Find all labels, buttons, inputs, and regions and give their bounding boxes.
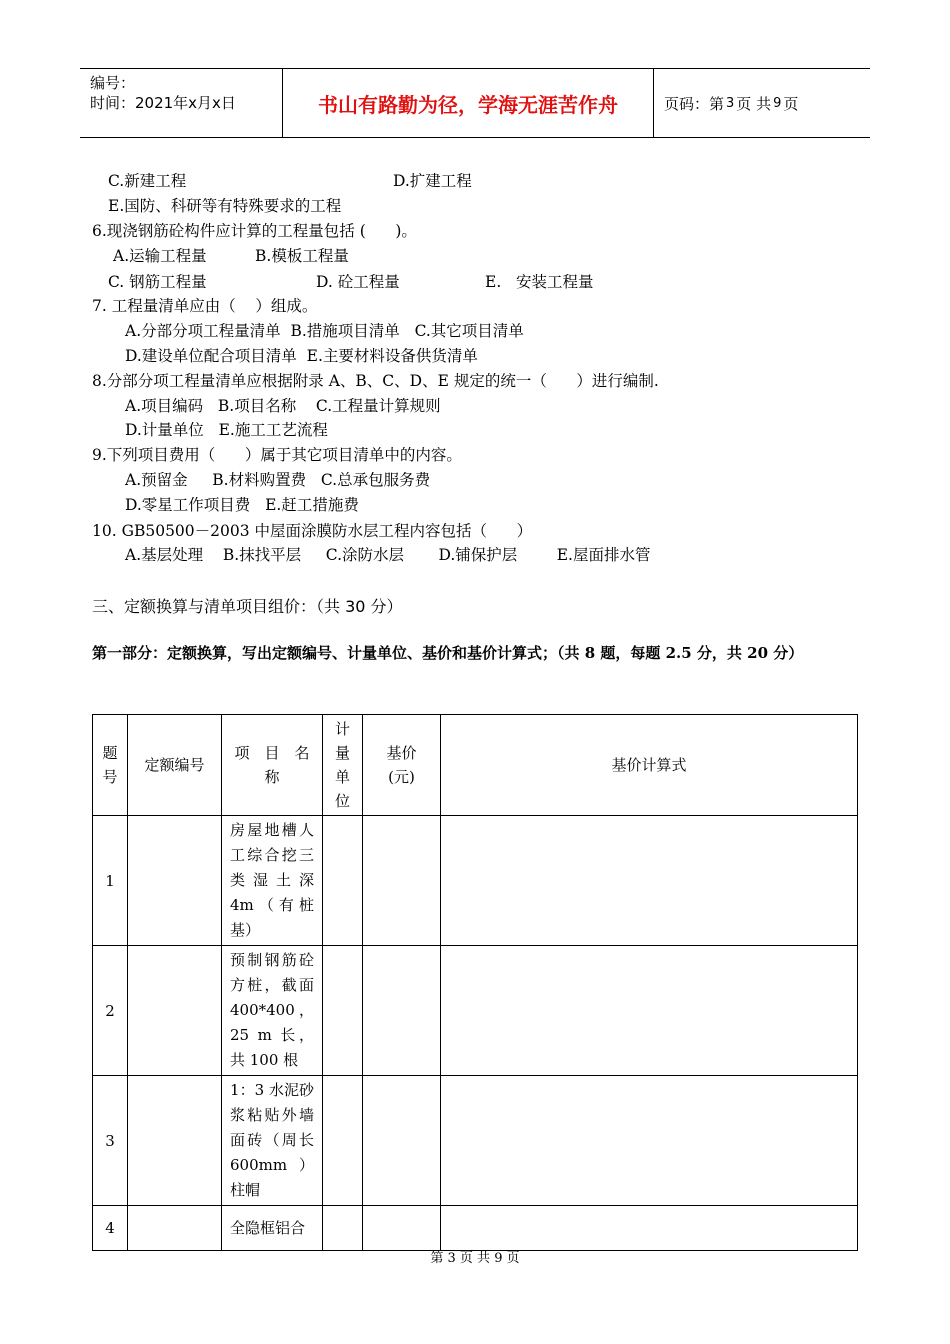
header-page-info: [654, 69, 870, 137]
price-cell[interactable]: [363, 1206, 441, 1251]
item-name: 房屋地槽人工综合挖三类湿土深 4m（有桩基）: [222, 816, 323, 946]
table-row: [93, 816, 858, 946]
page-number: 3: [726, 95, 735, 111]
item-name: 1：3 水泥砂浆粘贴外墙面砖（周长 600mm）柱帽: [222, 1076, 323, 1206]
code-cell[interactable]: [128, 1206, 222, 1251]
quota-table: [92, 714, 858, 1251]
question-line: 7. 工程量清单应由（ ）组成。: [92, 297, 318, 315]
col-header-price: 基价 (元): [363, 715, 441, 816]
col-header-formula: 基价计算式: [441, 715, 858, 816]
option-line: B.模板工程量: [255, 247, 349, 265]
formula-cell[interactable]: [441, 1076, 858, 1206]
part-title: 第一部分：定额换算，写出定额编号、计量单位、基价和基价计算式；（共 8 题，每题 2.5 分，共 20 分）: [92, 644, 804, 662]
option-line: A.预留金 B.材料购置费 C.总承包服务费: [125, 471, 431, 489]
item-name: 预制钢筋砼方桩，截面 400*400，25 m 长，共 100 根: [222, 946, 323, 1076]
section-title: 三、定额换算与清单项目组价：（共 30 分）: [92, 597, 403, 616]
option-line: A.运输工程量: [113, 247, 207, 265]
question-line: 8.分部分项工程量清单应根据附录 A、B、C、D、E 规定的统一（ ）进行编制.: [92, 372, 659, 390]
row-number: 4: [93, 1206, 128, 1251]
page-footer: 第 3 页 共 9 页: [430, 1251, 520, 1266]
time-label: 时间：2021年x月x日: [90, 94, 236, 112]
question-line: 10. GB50500－2003 中屋面涂膜防水层工程内容包括（ ）: [92, 522, 533, 540]
page-prefix: 页码：第: [664, 94, 725, 113]
row-number: 3: [93, 1076, 128, 1206]
col-header-name: 项 目 名 称: [222, 715, 323, 816]
question-line: 6.现浇钢筋砼构件应计算的工程量包括 ( )。: [92, 222, 417, 240]
header-motto: 书山有路勤为径，学海无涯苦作舟: [282, 69, 654, 137]
unit-cell[interactable]: [323, 1206, 363, 1251]
col-header-no: 题 号: [93, 715, 128, 816]
formula-cell[interactable]: [441, 946, 858, 1076]
formula-cell[interactable]: [441, 816, 858, 946]
option-line: C. 钢筋工程量: [108, 273, 207, 291]
unit-cell[interactable]: [323, 816, 363, 946]
table-header-row: [93, 715, 858, 816]
page-suffix: 页: [783, 94, 799, 113]
row-number: 1: [93, 816, 128, 946]
table-row: [93, 946, 858, 1076]
item-name: 全隐框铝合: [222, 1206, 323, 1251]
price-cell[interactable]: [363, 816, 441, 946]
header-meta: [80, 69, 282, 137]
question-line: 9.下列项目费用（ ）属于其它项目清单中的内容。: [92, 446, 462, 464]
option-line: D.建设单位配合项目清单 E.主要材料设备供货清单: [125, 347, 478, 365]
option-line: A.项目编码 B.项目名称 C.工程量计算规则: [125, 397, 441, 415]
col-header-unit: 计 量 单 位: [323, 715, 363, 816]
option-line: D. 砼工程量: [316, 273, 400, 291]
option-line: C.新建工程: [108, 172, 187, 190]
code-cell[interactable]: [128, 1076, 222, 1206]
unit-cell[interactable]: [323, 1076, 363, 1206]
formula-cell[interactable]: [441, 1206, 858, 1251]
code-cell[interactable]: [128, 946, 222, 1076]
option-line: E. 安装工程量: [485, 273, 594, 291]
code-cell[interactable]: [128, 816, 222, 946]
price-cell[interactable]: [363, 946, 441, 1076]
option-line: D.零星工作项目费 E.赶工措施费: [125, 496, 359, 514]
table-row: [93, 1076, 858, 1206]
page-header: [80, 68, 870, 138]
col-header-code: 定额编号: [128, 715, 222, 816]
option-line: D.计量单位 E.施工工艺流程: [125, 421, 328, 439]
price-cell[interactable]: [363, 1076, 441, 1206]
option-line: A.基层处理 B.抹找平层 C.涂防水层 D.铺保护层 E.屋面排水管: [125, 546, 651, 564]
option-line: E.国防、科研等有特殊要求的工程: [108, 197, 342, 215]
page-mid: 页 共: [736, 94, 772, 113]
page-total: 9: [773, 95, 782, 111]
option-line: A.分部分项工程量清单 B.措施项目清单 C.其它项目清单: [125, 322, 524, 340]
code-label: 编号：: [90, 74, 136, 92]
option-line: D.扩建工程: [393, 172, 472, 190]
unit-cell[interactable]: [323, 946, 363, 1076]
row-number: 2: [93, 946, 128, 1076]
table-row: [93, 1206, 858, 1251]
